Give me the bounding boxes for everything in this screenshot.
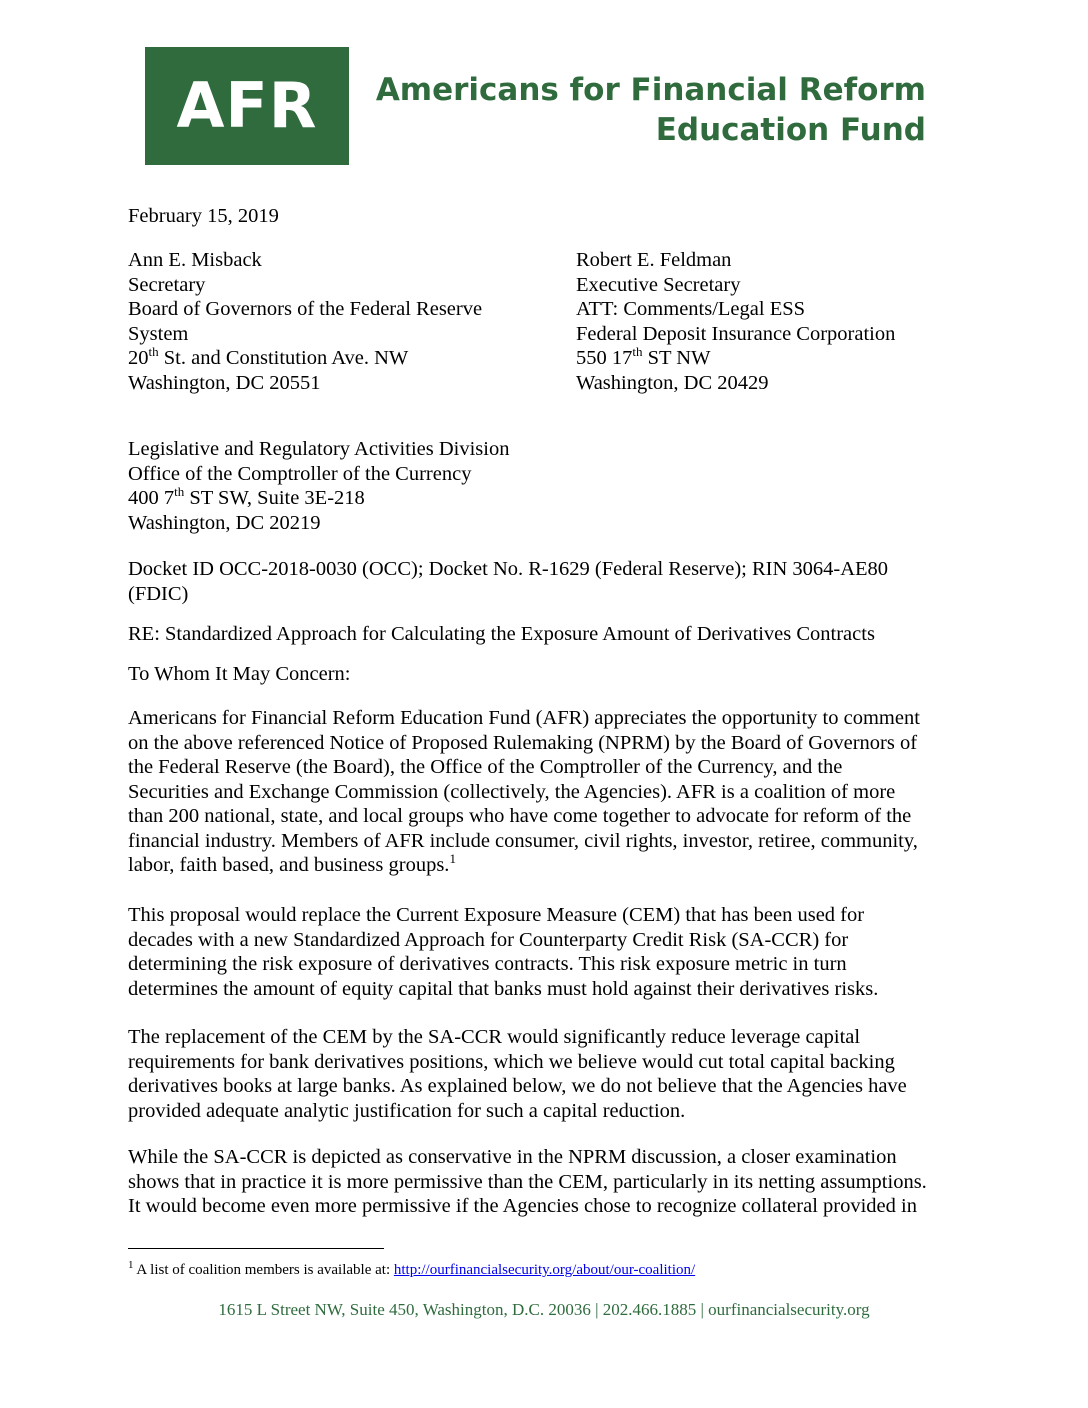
recipient-name: Ann E. Misback <box>128 249 262 271</box>
recipient-city: Washington, DC 20551 <box>128 371 321 394</box>
salutation: To Whom It May Concern: <box>128 663 351 685</box>
recipient-org-line-2: System <box>128 322 189 345</box>
letter-date: February 15, 2019 <box>128 205 279 227</box>
recipient-org: Federal Deposit Insurance Corporation <box>576 322 896 345</box>
letterhead-footer: 1615 L Street NW, Suite 450, Washington, D.C. 20036 | 202.466.1885 | ourfinancialsecurity.org <box>218 1300 870 1319</box>
subject-line: RE: Standardized Approach for Calculating the Exposure Amount of Derivatives Contracts <box>128 623 875 645</box>
recipient-street: 20th St. and Constitution Ave. NW <box>128 344 409 369</box>
recipient-address-occ <box>128 437 509 535</box>
body-paragraph-3: The replacement of the CEM by the SA-CCR would significantly reduce leverage capital requirements for bank derivatives positions, which we believe would cut total capital backing derivatives books at large banks. As explained below, we do not believe that the Agencies have provided adequate analytic justification for such a capital reduction. <box>128 1026 907 1122</box>
recipient-city: Washington, DC 20219 <box>128 511 321 534</box>
recipient-street: 550 17th ST NW <box>576 344 711 369</box>
recipient-address-fed <box>128 248 482 395</box>
logo-text: AFR <box>176 69 318 142</box>
body-paragraph-4: While the SA-CCR is depicted as conservative in the NPRM discussion, a closer examination shows that in practice it is more permissive than the CEM, particularly in its netting assumptions. It would become even more permissive if the Agencies chose to recognize collateral provided in <box>128 1146 927 1217</box>
docket-reference: Docket ID OCC-2018-0030 (OCC); Docket No. R-1629 (Federal Reserve); RIN 3064-AE80 (FDIC) <box>128 558 889 605</box>
recipient-address-fdic <box>576 248 895 395</box>
body-paragraph-1: Americans for Financial Reform Education Fund (AFR) appreciates the opportunity to comment on the above referenced Notice of Proposed Rulemaking (NPRM) by the Board of Governors of the Federal Reserve (the Board), the Office of the Comptroller of the Currency, and the Securities and Exchange Commission (collectively, the Agencies). AFR is a coalition of more than 200 national, state, and local groups who have come together to advocate for reform of the financial industry. Members of AFR include consumer, civil rights, investor, retiree, community, labor, faith based, and business groups.$^1$ <box>128 707 920 876</box>
organization-name <box>366 70 926 150</box>
afr-logo <box>145 47 349 165</box>
org-name-line-2: Education Fund <box>655 112 926 148</box>
recipient-name: Robert E. Feldman <box>576 249 732 271</box>
recipient-title: Secretary <box>128 273 206 296</box>
footnote-text: A list of coalition members is available at: <box>133 1262 394 1278</box>
recipient-division: Legislative and Regulatory Activities Division <box>128 438 510 460</box>
footnote-ref[interactable]: 1 <box>449 851 456 867</box>
recipient-street: 400 7th ST SW, Suite 3E-218 <box>128 484 365 509</box>
recipient-org-line-1: Board of Governors of the Federal Reserve <box>128 298 483 320</box>
recipient-office: Office of the Comptroller of the Currency <box>128 462 472 485</box>
footnote <box>128 1261 695 1279</box>
org-name-line-1: Americans for Financial Reform <box>375 72 926 108</box>
body-paragraph-2: This proposal would replace the Current Exposure Measure (CEM) that has been used for decades with a new Standardized Approach for Counterparty Credit Risk (SA-CCR) for determining the risk exposure of derivatives contracts. This risk exposure metric in turn determines the amount of equity capital that banks must hold against their derivatives risks. <box>128 904 879 1000</box>
recipient-title: Executive Secretary <box>576 273 741 296</box>
footnote-divider <box>128 1248 384 1249</box>
footnote-number: 1 <box>128 1259 134 1271</box>
recipient-attn: ATT: Comments/Legal ESS <box>576 298 806 320</box>
recipient-city: Washington, DC 20429 <box>576 371 769 394</box>
coalition-link[interactable]: http://ourfinancialsecurity.org/about/our-coalition/ <box>393 1262 696 1278</box>
